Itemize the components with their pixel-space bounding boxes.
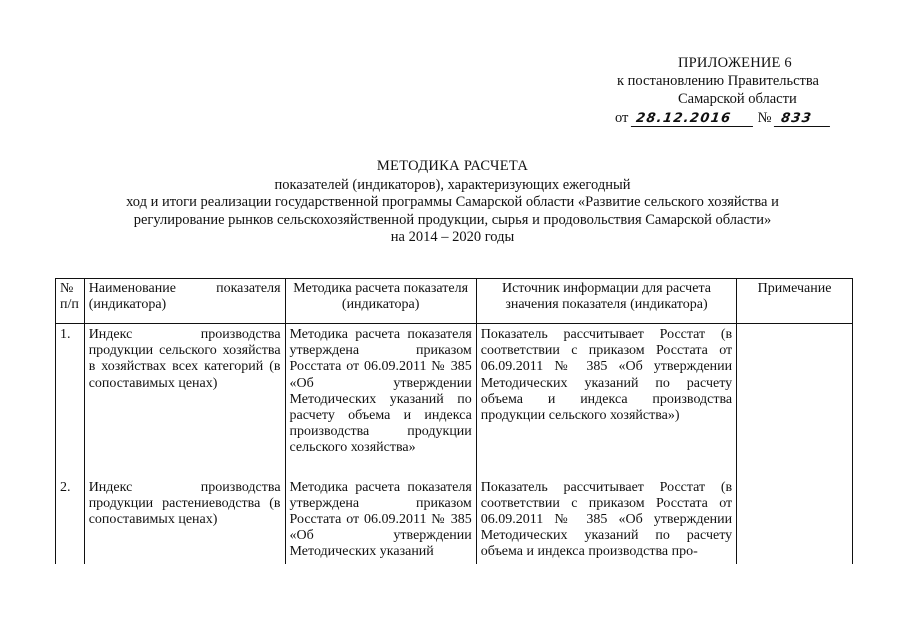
cell-num: 2. xyxy=(56,477,85,564)
number-label: № xyxy=(757,110,772,126)
cell-method: Методика расчета показателя утверждена приказом Росстата от 06.09.2011 № 385 «Об утверждении Методических указаний по расчету объема и индекса производства продукции сельского хозяйства» xyxy=(285,324,476,477)
indicators-table xyxy=(55,278,853,564)
cell-source: Показатель рассчитывает Росстат (в соответствии с приказом Росстата от 06.09.2011 № 385 «Об утверждении Методических указаний по расчету объема и индекса производства про- xyxy=(476,477,736,564)
title-line-4: на 2014 – 2020 годы xyxy=(390,229,515,245)
header-method: Методика расчета показателя (индикатора) xyxy=(285,279,476,324)
date-label: от xyxy=(615,110,629,126)
cell-num: 1. xyxy=(56,324,85,477)
table-row xyxy=(56,477,853,564)
cell-note xyxy=(737,477,853,564)
appendix-title: ПРИЛОЖЕНИЕ 6 xyxy=(678,55,792,71)
table-row xyxy=(56,324,853,477)
title-line-1: показателей (индикаторов), характеризующих ежегодный xyxy=(274,176,631,193)
title-line-2: ход и итоги реализации государственной программы Самарской области «Развитие сельского хозяйства и xyxy=(126,194,779,210)
table-header-row xyxy=(56,279,853,324)
appendix-header xyxy=(615,54,855,127)
title-line-3: регулирование рынков сельскохозяйственной продукции, сырья и продовольствия Самарской области» xyxy=(133,211,772,228)
appendix-decree-line: к постановлению Правительства xyxy=(617,73,819,89)
header-note: Примечание xyxy=(737,279,853,324)
document-title: МЕТОДИКА РАСЧЕТА xyxy=(376,158,529,174)
cell-name: Индекс производства продукции сельского хозяйства в хозяйствах всех категорий (в сопоставимых ценах) xyxy=(84,324,285,477)
cell-method: Методика расчета показателя утверждена приказом Росстата от 06.09.2011 № 385 «Об утверждении Методических указаний xyxy=(285,477,476,564)
cell-name: Индекс производства продукции растениеводства (в сопоставимых ценах) xyxy=(84,477,285,564)
cell-note xyxy=(737,324,853,477)
header-name: Наименование показателя (индикатора) xyxy=(84,279,285,324)
appendix-region-line: Самарской области xyxy=(678,91,797,107)
cell-source: Показатель рассчитывает Росстат (в соответствии с приказом Росстата от 06.09.2011 № 385 «Об утверждении Методических указаний по расчету объема и индекса производства продукции сельского хозяйства») xyxy=(476,324,736,477)
header-source: Источник информации для расчета значения показателя (индикатора) xyxy=(476,279,736,324)
header-num: № п/п xyxy=(56,279,85,324)
appendix-date-number-line xyxy=(615,109,855,127)
handwritten-date: 28.12.2016 xyxy=(631,111,755,127)
handwritten-number: 833 xyxy=(774,111,832,127)
document-title-block xyxy=(0,158,905,247)
